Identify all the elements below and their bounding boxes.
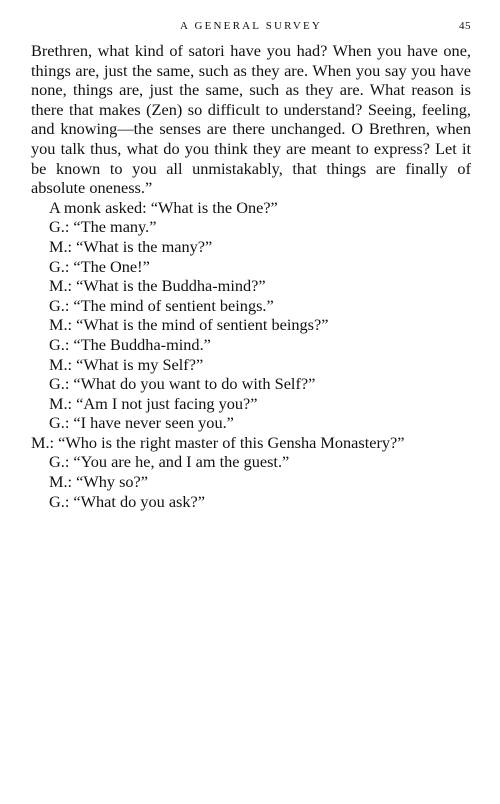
dialogue-line: G.: “The many.” (49, 217, 157, 237)
dialogue-line: G.: “What do you ask?” (49, 491, 205, 511)
dialogue-line-text: M.: “Who is the right master of this Gensha Monastery?” (31, 432, 405, 452)
dialogue-line: G.: “You are he, and I am the guest.” (49, 452, 290, 472)
dialogue (31, 198, 471, 512)
running-title: A GENERAL SURVEY (179, 20, 323, 32)
dialogue-line: M.: “Why so?” (49, 472, 149, 492)
dialogue-line: M.: “What is the Buddha-mind?” (49, 276, 266, 296)
dialogue-line (31, 433, 471, 453)
dialogue-line: G.: “The One!” (49, 256, 150, 276)
page-number: 45 (459, 20, 471, 32)
dialogue-line: G.: “What do you want to do with Self?” (49, 374, 316, 394)
dialogue-line: M.: “What is the many?” (49, 236, 213, 256)
dialogue-line: M.: “What is my Self?” (49, 354, 204, 374)
dialogue-line: G.: “The Buddha-mind.” (49, 334, 211, 354)
opening-paragraph: Brethren, what kind of satori have you had? When you have one, things are, just the same, such as they are. When you say you have none, things are, just the same, such as they are. What reason is there that makes (Zen) so difficult to understand? Seeing, feeling, and knowing—the senses are there unchanged. O Brethren, when you talk thus, what do you think they are meant to express? Let it be known to you all unmistakably, that things are finally of absolute oneness.” (31, 41, 471, 198)
dialogue-line: G.: “The mind of sentient beings.” (49, 295, 274, 315)
dialogue-line: M.: “What is the mind of sentient beings?” (49, 315, 329, 335)
dialogue-line: A monk asked: “What is the One?” (49, 197, 278, 217)
dialogue-line: M.: “Am I not just facing you?” (49, 393, 258, 413)
dialogue-line: G.: “I have never seen you.” (49, 413, 234, 433)
book-page (31, 20, 471, 511)
running-head (31, 20, 471, 38)
body-text (31, 41, 471, 511)
